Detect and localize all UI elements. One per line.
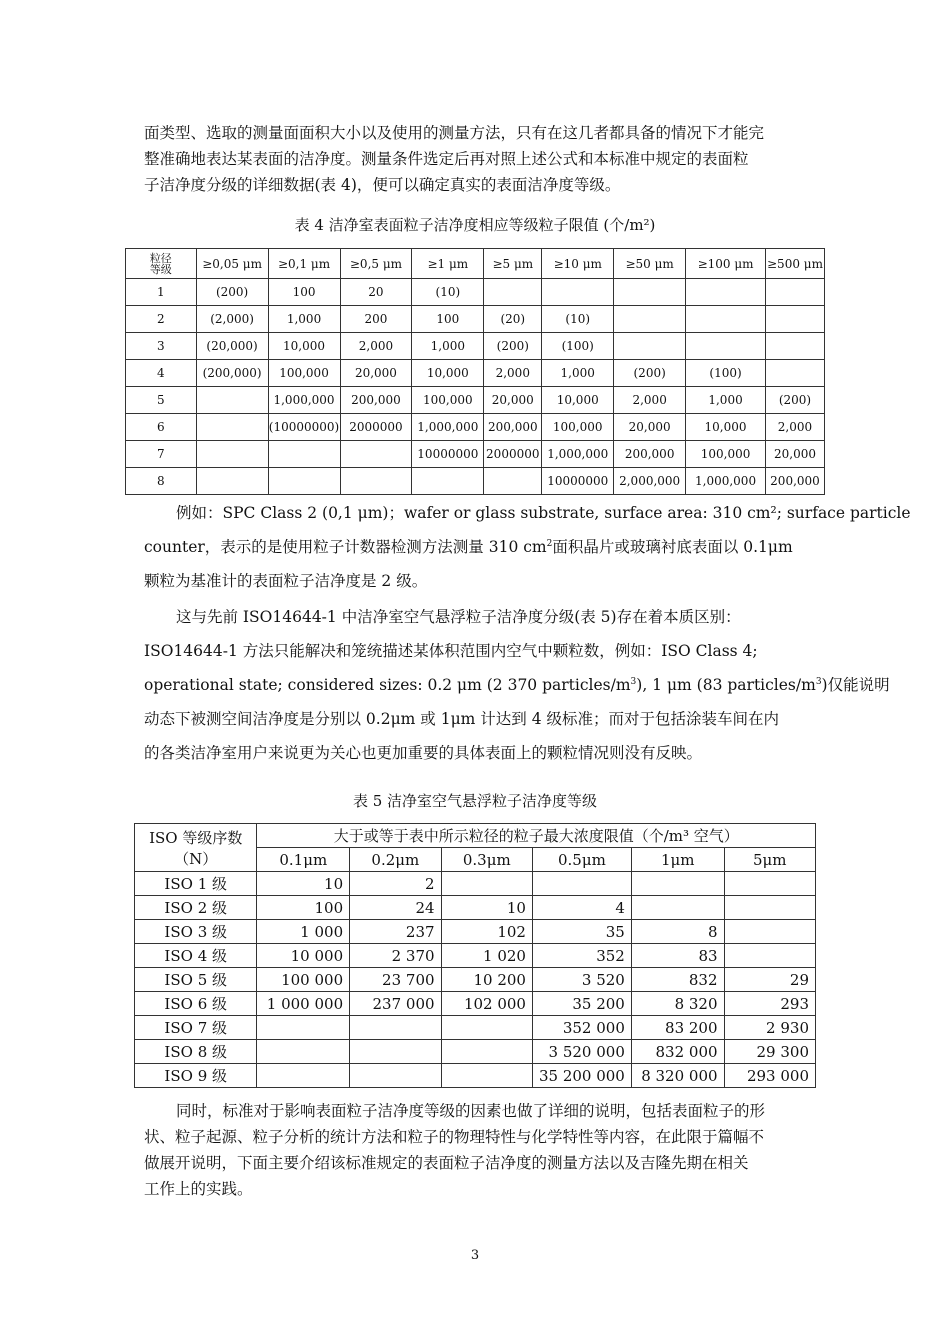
table5-corner-line: （N） <box>174 849 218 868</box>
table4-col-header: ≥500 μm <box>765 249 824 279</box>
table5-row <box>135 944 816 968</box>
table5-cell: 8 320 000 <box>631 1064 724 1088</box>
table4-cell <box>196 468 268 495</box>
table4-cell: 20 <box>340 279 412 306</box>
intro-line: 面类型、选取的测量面面积大小以及使用的测量方法，只有在这几者都具备的情况下才能完 <box>144 124 765 142</box>
table4-cell <box>614 279 686 306</box>
table4-body <box>126 279 825 495</box>
table4-cell: 20,000 <box>765 441 824 468</box>
table5-class-cell: ISO 3 级 <box>135 920 257 944</box>
table4-cell: 100,000 <box>412 387 484 414</box>
table5-size-header: 1μm <box>631 848 724 872</box>
closing-line: 工作上的实践。 <box>144 1180 253 1198</box>
compare-line: ISO14644-1 方法只能解决和笼统描述某体积范围内空气中颗粒数，例如：ISO Class 4; <box>144 642 758 660</box>
example-paragraph <box>144 496 911 598</box>
table5-cell: 102 000 <box>441 992 532 1016</box>
table5-cell: 83 <box>631 944 724 968</box>
compare-line <box>144 668 890 702</box>
closing-line: 状、粒子起源、粒子分析的统计方法和粒子的物理特性与化学特性等内容，在此限于篇幅不 <box>144 1128 765 1146</box>
table4-cell <box>686 333 766 360</box>
table5-class-cell: ISO 6 级 <box>135 992 257 1016</box>
table4-col-header: ≥1 μm <box>412 249 484 279</box>
table4-cell: 100,000 <box>268 360 340 387</box>
table4-cell <box>196 387 268 414</box>
table5-cell <box>441 872 532 896</box>
table5-class-cell: ISO 5 级 <box>135 968 257 992</box>
table4-cell: 20,000 <box>340 360 412 387</box>
table4-cell: 10,000 <box>268 333 340 360</box>
table4-cell <box>268 441 340 468</box>
table5-cell: 832 000 <box>631 1040 724 1064</box>
table5-corner-header <box>135 824 257 872</box>
table4-cell: (20,000) <box>196 333 268 360</box>
table4-header-row <box>126 249 825 279</box>
intro-paragraph <box>144 120 806 198</box>
table4-col-header: ≥0,5 μm <box>340 249 412 279</box>
table5-size-header: 0.5μm <box>532 848 631 872</box>
table4-cell <box>765 279 824 306</box>
closing-line: 做展开说明，下面主要介绍该标准规定的表面粒子洁净度的测量方法以及吉隆先期在相关 <box>144 1154 749 1172</box>
table4-cell: 1,000,000 <box>686 468 766 495</box>
table4-corner-top: 粒径 <box>149 251 172 265</box>
table4-cell: 1,000 <box>412 333 484 360</box>
table5-class-cell: ISO 1 级 <box>135 872 257 896</box>
table5-row <box>135 968 816 992</box>
table4-cell: (10) <box>542 306 614 333</box>
table4-grade-cell: 5 <box>126 387 197 414</box>
table5-cell: 2 930 <box>724 1016 815 1040</box>
table4-grade-cell: 8 <box>126 468 197 495</box>
table5-cell <box>257 1064 350 1088</box>
closing-paragraph <box>144 1098 806 1202</box>
table5-cell <box>350 1040 441 1064</box>
table4-col-header: ≥0,1 μm <box>268 249 340 279</box>
table4-corner-header <box>126 249 197 279</box>
table4-cell: 200,000 <box>484 414 542 441</box>
table5-cell: 10 000 <box>257 944 350 968</box>
table5-cell <box>441 1064 532 1088</box>
table5-row <box>135 1016 816 1040</box>
table4-row <box>126 468 825 495</box>
table4-cell: 10,000 <box>412 360 484 387</box>
table4-cell <box>484 468 542 495</box>
table5-caption: 表 5 洁净室空气悬浮粒子洁净度等级 <box>352 792 598 810</box>
table4-cell <box>686 279 766 306</box>
compare-line: 这与先前 ISO14644-1 中洁净室空气悬浮粒子洁净度分级(表 5)存在着本质区别： <box>176 608 741 626</box>
table4-corner-bottom: 等级 <box>149 262 172 276</box>
table4-cell: 100 <box>412 306 484 333</box>
table5-row <box>135 896 816 920</box>
superscript: 3 <box>815 676 822 687</box>
table5-cell: 23 700 <box>350 968 441 992</box>
table5-cell: 29 300 <box>724 1040 815 1064</box>
page-number: 3 <box>470 1248 480 1263</box>
table5-size-header: 0.3μm <box>441 848 532 872</box>
table4-grade-cell: 6 <box>126 414 197 441</box>
table5-row <box>135 872 816 896</box>
table4-cell: 100,000 <box>542 414 614 441</box>
table5-cell <box>441 1016 532 1040</box>
table4-cell: 2000000 <box>484 441 542 468</box>
table4-cell: 200 <box>340 306 412 333</box>
table4-cell <box>484 279 542 306</box>
table4-cell <box>340 468 412 495</box>
table5-cell <box>724 896 815 920</box>
table5-cell <box>350 1064 441 1088</box>
table5-header-row <box>135 824 816 848</box>
example-line: 颗粒为基准计的表面粒子洁净度是 2 级。 <box>144 572 428 590</box>
table4-row <box>126 441 825 468</box>
compare-text: operational state; considered sizes: 0.2 μm (2 370 particles/m <box>144 676 631 694</box>
table5-cell: 237 <box>350 920 441 944</box>
table4-cell: 200,000 <box>765 468 824 495</box>
table4-cell: (10) <box>412 279 484 306</box>
table4-col-header: ≥10 μm <box>542 249 614 279</box>
table5-cell: 83 200 <box>631 1016 724 1040</box>
table5 <box>134 823 816 1088</box>
table4-cell: (200) <box>614 360 686 387</box>
table5-class-cell: ISO 9 级 <box>135 1064 257 1088</box>
table4-cell: 2,000,000 <box>614 468 686 495</box>
table4-row <box>126 306 825 333</box>
superscript: 2 <box>546 538 553 549</box>
table5-class-cell: ISO 8 级 <box>135 1040 257 1064</box>
table5-cell: 102 <box>441 920 532 944</box>
table5-cell: 1 000 <box>257 920 350 944</box>
table5-row <box>135 992 816 1016</box>
table5-cell: 29 <box>724 968 815 992</box>
table5-cell: 35 200 000 <box>532 1064 631 1088</box>
table5-cell: 293 <box>724 992 815 1016</box>
table5-cell: 832 <box>631 968 724 992</box>
table5-cell: 35 <box>532 920 631 944</box>
table4-cell <box>268 468 340 495</box>
table4-cell <box>765 360 824 387</box>
table4-col-header: ≥5 μm <box>484 249 542 279</box>
table4-cell <box>196 414 268 441</box>
table4-cell: (200) <box>484 333 542 360</box>
table5-cell: 100 000 <box>257 968 350 992</box>
table4-cell: 10000000 <box>412 441 484 468</box>
table4-row <box>126 387 825 414</box>
table5-cell: 10 <box>257 872 350 896</box>
superscript: 3 <box>630 676 637 687</box>
compare-text: ), 1 μm (83 particles/m <box>636 676 816 694</box>
table4-cell <box>614 333 686 360</box>
table4-row <box>126 279 825 306</box>
table5-cell: 3 520 <box>532 968 631 992</box>
table4-cell: (200) <box>196 279 268 306</box>
table4-cell: 10000000 <box>542 468 614 495</box>
table4-cell: (20) <box>484 306 542 333</box>
table4-col-header: ≥100 μm <box>686 249 766 279</box>
table4-cell <box>340 441 412 468</box>
table4-col-header: ≥50 μm <box>614 249 686 279</box>
table4-cell: (100) <box>542 333 614 360</box>
compare-paragraph <box>144 600 890 770</box>
compare-line: 动态下被测空间洁净度是分别以 0.2μm 或 1μm 计达到 4 级标准；而对于包括涂装车间在内 <box>144 710 779 728</box>
table5-cell: 8 <box>631 920 724 944</box>
closing-line: 同时，标准对于影响表面粒子洁净度等级的因素也做了详细的说明，包括表面粒子的形 <box>176 1102 766 1120</box>
compare-text: )仅能说明 <box>821 676 890 694</box>
table4-cell: 20,000 <box>614 414 686 441</box>
table5-cell: 24 <box>350 896 441 920</box>
table4-grade-cell: 2 <box>126 306 197 333</box>
table4-cell <box>765 333 824 360</box>
table4-col-header: ≥0,05 μm <box>196 249 268 279</box>
table5-size-header: 5μm <box>724 848 815 872</box>
table5-class-cell: ISO 4 级 <box>135 944 257 968</box>
table4-row <box>126 360 825 387</box>
table4-cell <box>614 306 686 333</box>
table4-cell: 1,000,000 <box>268 387 340 414</box>
table5-cell: 8 320 <box>631 992 724 1016</box>
table4-caption: 表 4 洁净室表面粒子洁净度相应等级粒子限值 (个/m²) <box>294 216 656 234</box>
table4-row <box>126 414 825 441</box>
table4-cell: 200,000 <box>340 387 412 414</box>
table5-cell: 4 <box>532 896 631 920</box>
table4-cell: 1,000 <box>542 360 614 387</box>
table5-cell <box>724 920 815 944</box>
table5-cell: 10 <box>441 896 532 920</box>
table4-cell: 1,000 <box>268 306 340 333</box>
table5-size-header: 0.1μm <box>257 848 350 872</box>
table5-class-cell: ISO 7 级 <box>135 1016 257 1040</box>
table4-cell: 100 <box>268 279 340 306</box>
table4-cell: (10000000) <box>268 414 340 441</box>
table5-cell <box>631 896 724 920</box>
table5-row <box>135 1040 816 1064</box>
example-line: 例如：SPC Class 2 (0,1 μm)；wafer or glass substrate, surface area: 310 cm²; surface particle <box>176 504 911 522</box>
table4-cell <box>686 306 766 333</box>
intro-line: 整准确地表达某表面的洁净度。测量条件选定后再对照上述公式和本标准中规定的表面粒 <box>144 150 749 168</box>
table5-size-header: 0.2μm <box>350 848 441 872</box>
table4-cell <box>196 441 268 468</box>
table5-cell <box>631 872 724 896</box>
table5-row <box>135 920 816 944</box>
table4-cell: 2,000 <box>765 414 824 441</box>
table4-cell: 10,000 <box>542 387 614 414</box>
table4-cell <box>412 468 484 495</box>
table5-cell: 3 520 000 <box>532 1040 631 1064</box>
table5-cell <box>532 872 631 896</box>
table4-cell <box>542 279 614 306</box>
table4-cell: 2,000 <box>484 360 542 387</box>
table4 <box>125 248 825 495</box>
table4-cell: 1,000 <box>686 387 766 414</box>
table4-cell: 20,000 <box>484 387 542 414</box>
table5-cell: 100 <box>257 896 350 920</box>
table5-cell: 2 <box>350 872 441 896</box>
table4-grade-cell: 3 <box>126 333 197 360</box>
table4-row <box>126 333 825 360</box>
table4-grade-cell: 7 <box>126 441 197 468</box>
table5-body <box>135 872 816 1088</box>
table5-cell <box>257 1016 350 1040</box>
example-text: 面积晶片或玻璃衬底表面以 0.1μm <box>552 538 793 556</box>
table5-row <box>135 1064 816 1088</box>
table5-cell: 1 000 000 <box>257 992 350 1016</box>
table5-class-cell: ISO 2 级 <box>135 896 257 920</box>
table4-cell: (200) <box>765 387 824 414</box>
table5-cell: 35 200 <box>532 992 631 1016</box>
table4-cell: (100) <box>686 360 766 387</box>
table4-cell: 10,000 <box>686 414 766 441</box>
table5-cell <box>441 1040 532 1064</box>
table4-cell: 2000000 <box>340 414 412 441</box>
table5-cell: 352 000 <box>532 1016 631 1040</box>
table5-cell <box>724 872 815 896</box>
table4-cell: (200,000) <box>196 360 268 387</box>
example-line <box>144 530 806 564</box>
table5-cell: 1 020 <box>441 944 532 968</box>
table4-cell: 2,000 <box>340 333 412 360</box>
example-text: counter，表示的是使用粒子计数器检测方法测量 310 cm <box>144 538 547 556</box>
intro-line: 子洁净度分级的详细数据(表 4)，便可以确定真实的表面洁净度等级。 <box>144 176 621 194</box>
table4-cell: 200,000 <box>614 441 686 468</box>
table4-cell: 100,000 <box>686 441 766 468</box>
table5-cell <box>257 1040 350 1064</box>
table5-corner-line: ISO 等级序数 <box>149 828 243 847</box>
table4-cell: (2,000) <box>196 306 268 333</box>
table5-cell: 293 000 <box>724 1064 815 1088</box>
table5-cell <box>724 944 815 968</box>
table4-cell <box>765 306 824 333</box>
table5-cell: 10 200 <box>441 968 532 992</box>
table4-grade-cell: 4 <box>126 360 197 387</box>
table4-grade-cell: 1 <box>126 279 197 306</box>
table5-cell: 2 370 <box>350 944 441 968</box>
table5-span-header: 大于或等于表中所示粒径的粒子最大浓度限值（个/m³ 空气） <box>257 824 816 848</box>
compare-line: 的各类洁净室用户来说更为关心也更加重要的具体表面上的颗粒情况则没有反映。 <box>144 744 703 762</box>
table4-cell: 1,000,000 <box>542 441 614 468</box>
table5-cell: 352 <box>532 944 631 968</box>
table4-cell: 1,000,000 <box>412 414 484 441</box>
table5-cell <box>350 1016 441 1040</box>
table5-cell: 237 000 <box>350 992 441 1016</box>
table4-cell: 2,000 <box>614 387 686 414</box>
